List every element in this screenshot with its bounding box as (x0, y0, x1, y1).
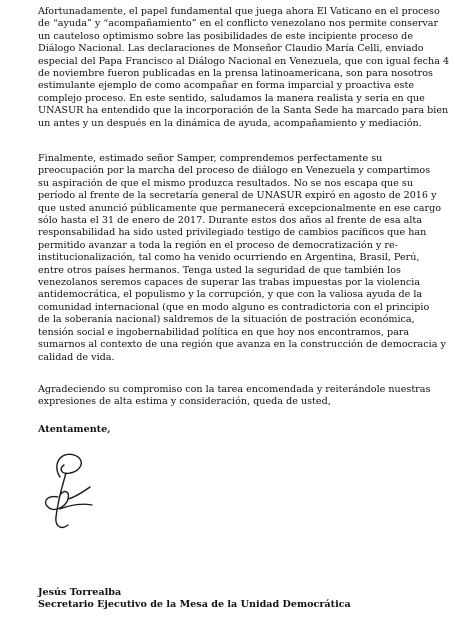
text-line: comunidad internacional (que en modo alguno es contradictoria con el principio (38, 301, 430, 313)
text-line: que usted anunció públicamente que permanecerá excepcionalmente en ese cargo (38, 202, 441, 214)
text-line: Finalmente, estimado señor Samper, comprendemos perfectamente su (38, 153, 383, 164)
text-line: su aspiración de que el mismo produzca resultados. No se nos escapa que su (38, 177, 413, 189)
text-line: tensión social e ingobernabilidad política en que hoy nos encontramos, para (38, 326, 410, 338)
handwritten-signature-icon (40, 447, 112, 535)
text-line: responsabilidad ha sido usted privilegiado testigo de cambios pacíficos que han (38, 227, 427, 239)
text-line: un antes y un después en la dinámica de ayuda, acompañamiento y mediación. (38, 117, 422, 129)
text-line: venezolanos seremos capaces de superar las trabas impuestas por la violencia (38, 277, 421, 289)
text-line: de “ayuda” y “acompañamiento” en el conflicto venezolano nos permite conservar (38, 18, 439, 30)
text-line: Diálogo Nacional. Las declaraciones de Monseñor Claudio María Celli, enviado (38, 43, 424, 55)
text-line: expresiones de alta estima y consideración, queda de usted, (38, 396, 331, 408)
text-line: período al frente de la secretaría general de UNASUR expiró en agosto de 2016 y (38, 190, 437, 202)
text-line: preocupación por la marcha del proceso de diálogo en Venezuela y compartimos (38, 165, 431, 177)
paragraph-3 (38, 384, 438, 409)
text-line: sumarnos al contexto de una región que avanza en la construcción de democracia y (38, 339, 446, 351)
text-line: entre otros países hermanos. Tenga usted la seguridad de que también los (38, 264, 401, 276)
text-line: un cauteloso optimismo sobre las posibilidades de este incipiente proceso de (38, 30, 413, 42)
paragraph-2 (38, 153, 446, 364)
text-line: calidad de vida. (38, 351, 115, 363)
text-line: sólo hasta el 31 de enero de 2017. Durante estos dos años al frente de esa alta (38, 215, 422, 227)
text-line: de la soberanía nacional) saldremos de la situación de postración económica, (38, 314, 415, 326)
text-line: antidemocrática, el populismo y la corrupción, y que con la valiosa ayuda de la (38, 289, 423, 301)
text-line: permitido avanzar a toda la región en el proceso de democratización y re- (38, 239, 398, 251)
text-line: institucionalización, tal como ha venido ocurriendo en Argentina, Brasil, Perú, (38, 252, 420, 264)
text-line: Agradeciendo su compromiso con la tarea encomendada y reiterándole nuestras (38, 384, 431, 395)
closing-salutation: Atentamente, (38, 424, 111, 435)
signer-title: Secretario Ejecutivo de la Mesa de la Unidad Democrática (38, 599, 351, 610)
text-line: especial del Papa Francisco al Diálogo Nacional en Venezuela, que con igual fecha 4 (38, 55, 450, 67)
paragraph-1 (38, 6, 450, 130)
signer-name: Jesús Torrealba (38, 587, 122, 598)
text-line: Afortunadamente, el papel fundamental que juega ahora El Vaticano en el proceso (38, 6, 440, 17)
text-line: complejo proceso. En este sentido, saludamos la manera realista y seria en que (38, 92, 425, 104)
text-line: estimulante ejemplo de como acompañar en forma imparcial y proactiva este (38, 80, 415, 92)
text-line: de noviembre fueron publicadas en la prensa latinoamericana, son para nosotros (38, 68, 433, 80)
text-line: UNASUR ha entendido que la incorporación de la Santa Sede ha marcado para bien (38, 105, 449, 117)
